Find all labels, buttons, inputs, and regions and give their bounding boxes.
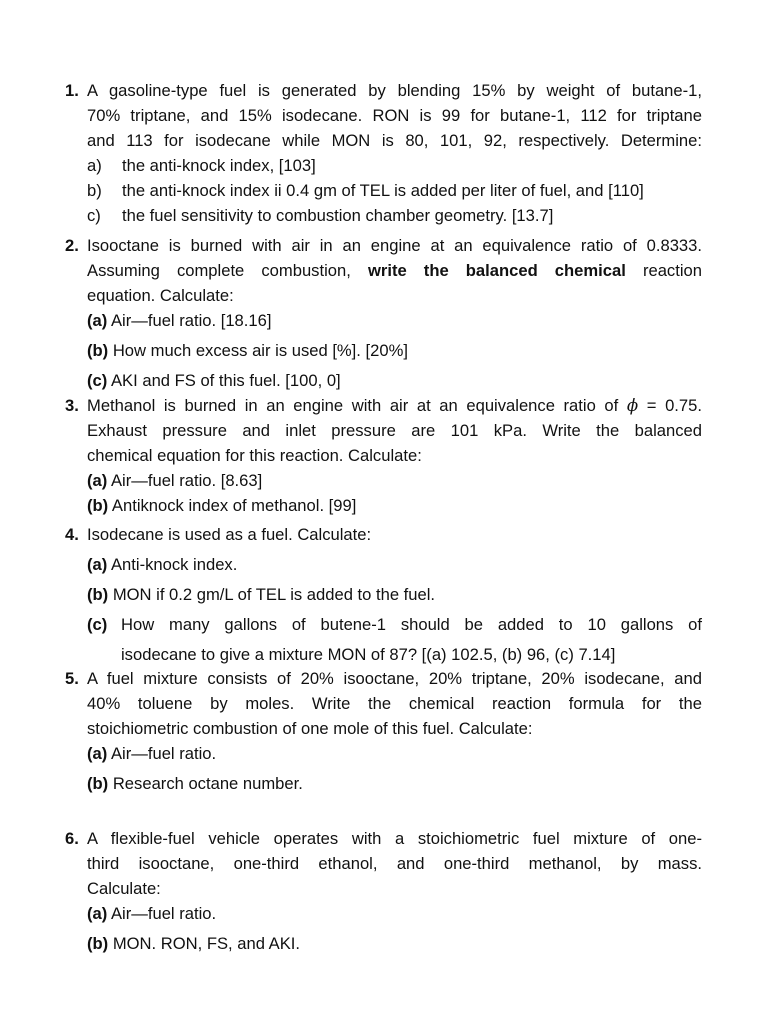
problem-number: 1. bbox=[65, 81, 79, 100]
problem-number: 2. bbox=[65, 236, 79, 255]
sub-question-text: the anti-knock index, [103] bbox=[122, 156, 316, 175]
sub-question-label: (a) bbox=[87, 744, 108, 763]
sub-question-b bbox=[87, 178, 702, 203]
problem-text-line: 70% triptane, and 15% isodecane. RON is 99 for butane-1, 112 for triptane bbox=[87, 106, 702, 125]
problem-text-line: equation. Calculate: bbox=[87, 286, 234, 305]
problem-text-line bbox=[87, 258, 702, 283]
sub-question-text: Air—fuel ratio. [8.63] bbox=[110, 471, 263, 490]
problem-3 bbox=[65, 393, 702, 518]
sub-question-label: (c) bbox=[87, 615, 108, 634]
problem-text-segment: = 0.75. bbox=[646, 396, 702, 415]
sub-question-c bbox=[87, 203, 702, 228]
sub-question-label: (a) bbox=[87, 471, 108, 490]
sub-question-text: Antiknock index of methanol. [99] bbox=[111, 496, 357, 515]
sub-question-b bbox=[87, 931, 702, 956]
problem-2 bbox=[65, 233, 702, 393]
problem-1 bbox=[65, 78, 702, 228]
problem-text-line: Isodecane is used as a fuel. Calculate: bbox=[87, 525, 372, 544]
problem-text-line: third isooctane, one-third ethanol, and one-third methanol, by mass. bbox=[87, 854, 702, 873]
sub-question-text: AKI and FS of this fuel. [100, 0] bbox=[110, 371, 341, 390]
problem-text-segment: Assuming complete combustion, bbox=[87, 261, 351, 280]
sub-question-a bbox=[87, 901, 702, 926]
sub-question-text: the fuel sensitivity to combustion chamber geometry. [13.7] bbox=[122, 206, 554, 225]
sub-question-b bbox=[87, 582, 702, 607]
sub-question-label: (a) bbox=[87, 555, 108, 574]
problem-text-segment: reaction bbox=[642, 261, 702, 280]
sub-question-c bbox=[87, 612, 702, 667]
sub-question-text: Air—fuel ratio. [18.16] bbox=[110, 311, 272, 330]
problem-text-line bbox=[87, 393, 702, 418]
problem-text-line: Calculate: bbox=[87, 879, 161, 898]
sub-question-label: c) bbox=[87, 206, 101, 225]
sub-question-text: Research octane number. bbox=[112, 774, 303, 793]
sub-question-label: b) bbox=[87, 181, 102, 200]
sub-question-text: How many gallons of butene-1 should be added to 10 gallons of bbox=[121, 615, 702, 634]
sub-question-b bbox=[87, 493, 702, 518]
sub-question-a bbox=[87, 468, 702, 493]
problem-number: 3. bbox=[65, 396, 79, 415]
problem-6 bbox=[65, 826, 702, 956]
sub-question-text: isodecane to give a mixture MON of 87? [(a) 102.5, (b) 96, (c) 7.14] bbox=[121, 645, 616, 664]
sub-question-label: (b) bbox=[87, 774, 109, 793]
sub-question-label: (b) bbox=[87, 934, 109, 953]
sub-question-text: Air—fuel ratio. bbox=[110, 744, 217, 763]
problem-text-segment: Methanol is burned in an engine with air at an equivalence ratio of bbox=[87, 396, 619, 415]
sub-question-c bbox=[87, 368, 702, 393]
sub-question-a bbox=[87, 741, 702, 766]
problem-text-line: Isooctane is burned with air in an engine at an equivalence ratio of 0.8333. bbox=[87, 236, 702, 255]
problem-5 bbox=[65, 666, 702, 796]
problem-text-bold: write the balanced chemical bbox=[367, 261, 626, 280]
problem-number: 5. bbox=[65, 669, 79, 688]
sub-question-a bbox=[87, 153, 702, 178]
problem-text-line: A fuel mixture consists of 20% isooctane, 20% triptane, 20% isodecane, and bbox=[87, 669, 702, 688]
sub-question-text: MON if 0.2 gm/L of TEL is added to the fuel. bbox=[112, 585, 436, 604]
sub-question-label: (b) bbox=[87, 585, 109, 604]
sub-question-label: (a) bbox=[87, 904, 108, 923]
problem-text-line: chemical equation for this reaction. Calculate: bbox=[87, 446, 422, 465]
sub-question-text: Air—fuel ratio. bbox=[110, 904, 217, 923]
sub-question-text: How much excess air is used [%]. [20%] bbox=[112, 341, 408, 360]
sub-question-label: (a) bbox=[87, 311, 108, 330]
problem-text-line: and 113 for isodecane while MON is 80, 101, 92, respectively. Determine: bbox=[87, 131, 702, 150]
sub-question-label: a) bbox=[87, 156, 102, 175]
sub-question-label: (c) bbox=[87, 371, 108, 390]
sub-question-b bbox=[87, 771, 702, 796]
problem-text-line: A gasoline-type fuel is generated by blending 15% by weight of butane-1, bbox=[87, 81, 702, 100]
sub-question-label: (b) bbox=[87, 496, 109, 515]
problem-text-line: 40% toluene by moles. Write the chemical reaction formula for the bbox=[87, 694, 702, 713]
sub-question-text: the anti-knock index ii 0.4 gm of TEL is added per liter of fuel, and [110] bbox=[122, 181, 644, 200]
sub-question-text: MON. RON, FS, and AKI. bbox=[112, 934, 301, 953]
sub-question-a bbox=[87, 308, 702, 333]
sub-question-label: (b) bbox=[87, 341, 109, 360]
problem-text-line: A flexible-fuel vehicle operates with a stoichiometric fuel mixture of one- bbox=[87, 829, 702, 848]
sub-question-text: Anti-knock index. bbox=[110, 555, 238, 574]
problem-number: 6. bbox=[65, 829, 79, 848]
sub-question-a bbox=[87, 552, 702, 577]
sub-question-b bbox=[87, 338, 702, 363]
problem-text-line: Exhaust pressure and inlet pressure are 101 kPa. Write the balanced bbox=[87, 421, 702, 440]
problem-number: 4. bbox=[65, 525, 79, 544]
problem-4 bbox=[65, 522, 702, 667]
phi-symbol: ϕ bbox=[626, 396, 639, 415]
problem-text-line: stoichiometric combustion of one mole of this fuel. Calculate: bbox=[87, 719, 533, 738]
